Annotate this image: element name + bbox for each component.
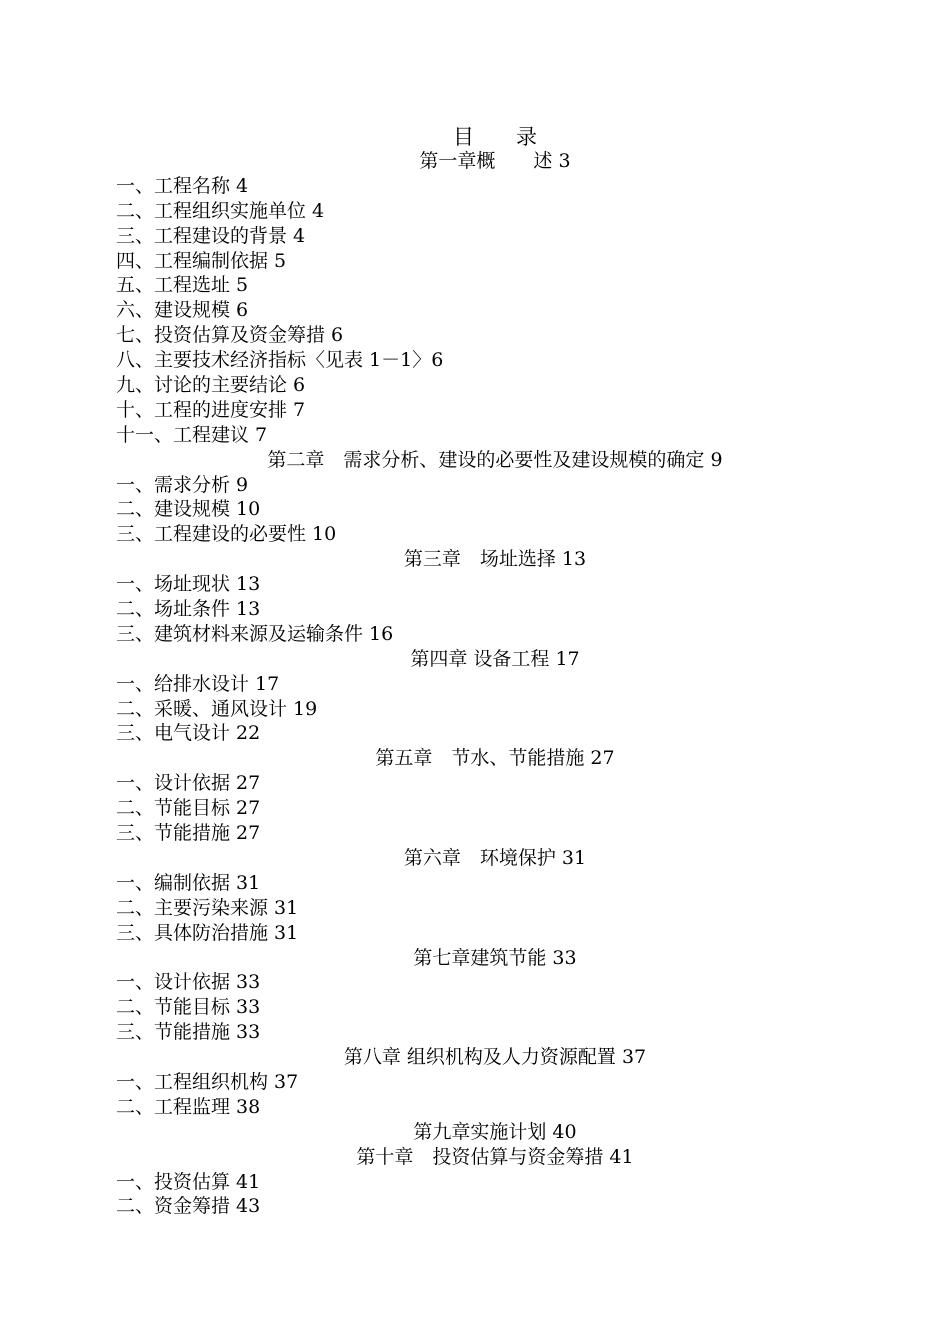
toc-chapter-heading: 第七章建筑节能 33 bbox=[413, 946, 577, 969]
toc-section-entry: 一、工程组织机构 37 bbox=[116, 1070, 299, 1093]
toc-section-entry: 一、需求分析 9 bbox=[116, 473, 249, 496]
toc-section-entry: 六、建设规模 6 bbox=[116, 299, 249, 322]
toc-section-entry: 二、资金筹措 43 bbox=[116, 1195, 261, 1218]
toc-section-entry: 三、工程建设的背景 4 bbox=[116, 224, 306, 247]
toc-chapter-heading: 第六章 环境保护 31 bbox=[403, 846, 587, 869]
toc-section-entry: 一、给排水设计 17 bbox=[116, 672, 280, 695]
toc-section-entry: 二、建设规模 10 bbox=[116, 498, 261, 521]
toc-section-entry: 一、编制依据 31 bbox=[116, 871, 261, 894]
toc-chapter-heading: 第十章 投资估算与资金筹措 41 bbox=[356, 1145, 634, 1168]
toc-section-entry: 五、工程选址 5 bbox=[116, 274, 249, 297]
toc-section-entry: 二、节能目标 33 bbox=[116, 996, 261, 1019]
toc-section-entry: 十一、工程建议 7 bbox=[116, 423, 268, 446]
toc-section-entry: 一、工程名称 4 bbox=[116, 174, 249, 197]
toc-section-entry: 十、工程的进度安排 7 bbox=[116, 398, 306, 421]
toc-section-entry: 二、采暖、通风设计 19 bbox=[116, 697, 318, 720]
toc-section-entry: 三、电气设计 22 bbox=[116, 722, 261, 745]
toc-section-entry: 三、具体防治措施 31 bbox=[116, 921, 299, 944]
toc-section-entry: 九、讨论的主要结论 6 bbox=[116, 374, 306, 397]
toc-section-entry: 二、场址条件 13 bbox=[116, 598, 261, 621]
toc-section-entry: 一、设计依据 33 bbox=[116, 971, 261, 994]
toc-chapter-heading: 第二章 需求分析、建设的必要性及建设规模的确定 9 bbox=[267, 448, 723, 471]
toc-section-entry: 二、主要污染来源 31 bbox=[116, 896, 299, 919]
toc-title: 目 录 bbox=[453, 125, 537, 149]
toc-chapter-heading: 第一章概 述 3 bbox=[419, 150, 571, 172]
toc-chapter-heading: 第三章 场址选择 13 bbox=[403, 548, 587, 571]
toc-section-entry: 八、主要技术经济指标〈见表 1－1〉6 bbox=[116, 349, 444, 372]
toc-section-entry: 二、工程监理 38 bbox=[116, 1095, 261, 1118]
table-of-contents bbox=[116, 149, 876, 1219]
toc-section-entry: 一、场址现状 13 bbox=[116, 573, 261, 596]
toc-section-entry: 一、设计依据 27 bbox=[116, 772, 261, 795]
toc-section-entry: 二、工程组织实施单位 4 bbox=[116, 199, 325, 222]
toc-section-entry: 三、工程建设的必要性 10 bbox=[116, 523, 337, 546]
toc-section-entry: 三、建筑材料来源及运输条件 16 bbox=[116, 622, 394, 645]
toc-section-entry: 二、节能目标 27 bbox=[116, 797, 261, 820]
toc-chapter-heading: 第五章 节水、节能措施 27 bbox=[375, 747, 615, 770]
toc-section-entry: 四、工程编制依据 5 bbox=[116, 249, 287, 272]
toc-chapter-heading: 第九章实施计划 40 bbox=[413, 1120, 577, 1143]
toc-section-entry: 三、节能措施 27 bbox=[116, 822, 261, 845]
toc-section-entry: 七、投资估算及资金筹措 6 bbox=[116, 324, 344, 347]
toc-chapter-heading: 第八章 组织机构及人力资源配置 37 bbox=[343, 1046, 647, 1069]
toc-chapter-heading: 第四章 设备工程 17 bbox=[410, 647, 580, 670]
toc-section-entry: 三、节能措施 33 bbox=[116, 1021, 261, 1044]
toc-section-entry: 一、投资估算 41 bbox=[116, 1170, 261, 1193]
